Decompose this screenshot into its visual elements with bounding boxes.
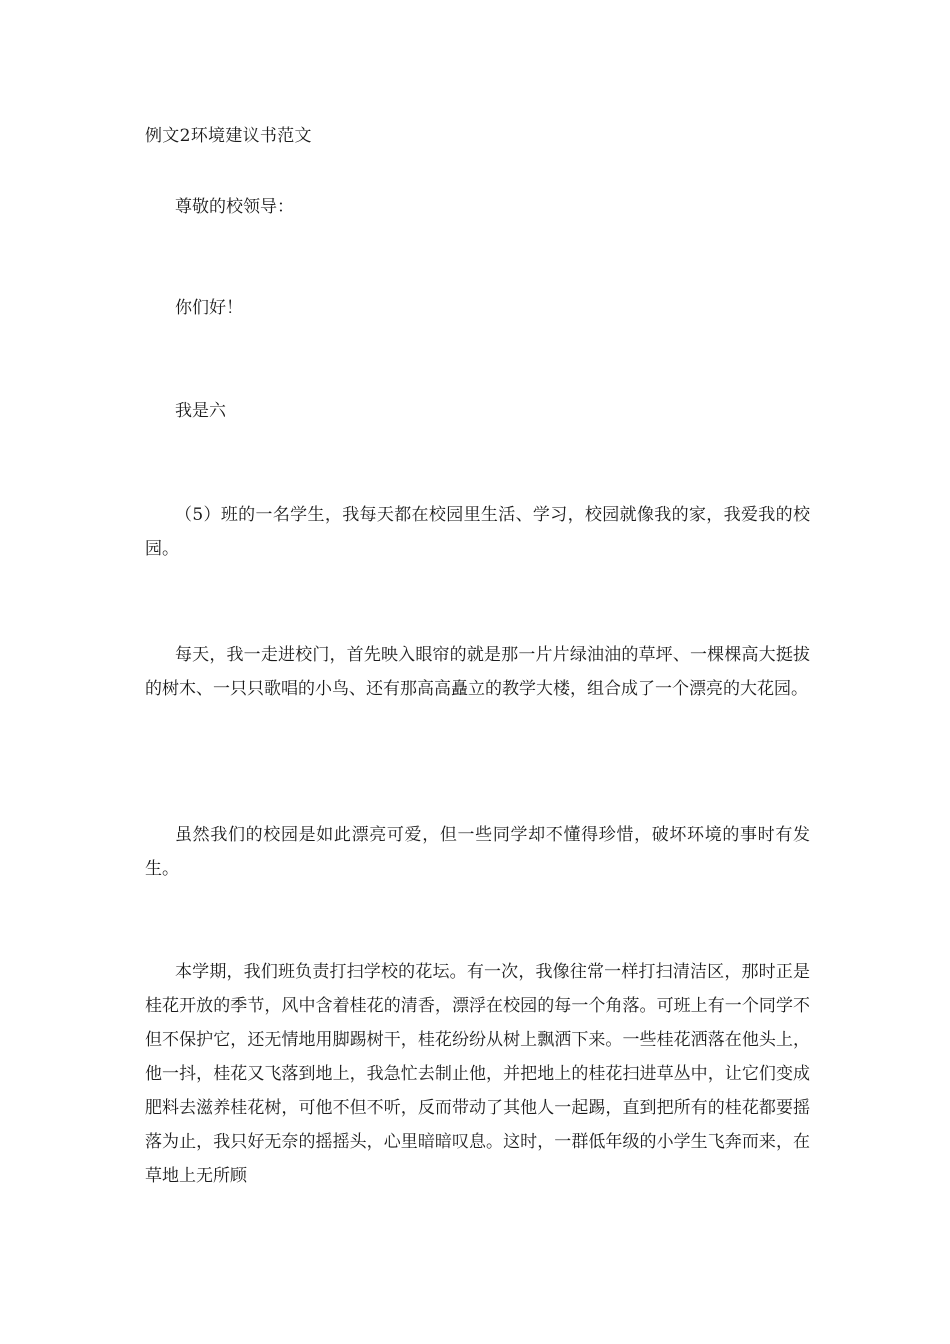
- everyday-paragraph: 每天，我一走进校门，首先映入眼帘的就是那一片片绿油油的草坪、一棵棵高大挺拔的树木、一只只歌唱的小鸟、还有那高高矗立的教学大楼，组合成了一个漂亮的大花园。: [145, 645, 810, 699]
- intro-paragraph: 我是六: [175, 401, 226, 421]
- greeting-paragraph: 你们好！: [175, 298, 243, 318]
- semester-paragraph: 本学期，我们班负责打扫学校的花坛。有一次，我像往常一样打扫清洁区，那时正是桂花开放的季节，风中含着桂花的清香，漂浮在校园的每一个角落。可班上有一个同学不但不保护它，还无情地用脚踢树干，桂花纷纷从树上飘洒下来。一些桂花洒落在他头上，他一抖，桂花又飞落到地上，我急忙去制止他，并把地上的桂花扫进草丛中，让它们变成肥料去滋养桂花树，可他不但不听，反而带动了其他人一起踢，直到把所有的桂花都要摇落为止，我只好无奈的摇摇头，心里暗暗叹息。这时，一群低年级的小学生飞奔而来，在草地上无所顾: [145, 962, 810, 1186]
- although-paragraph: 虽然我们的校园是如此漂亮可爱，但一些同学却不懂得珍惜，破坏环境的事时有发生。: [145, 825, 810, 879]
- salutation-paragraph: 尊敬的校领导：: [175, 197, 294, 217]
- document-title: 例文2环境建议书范文: [145, 126, 312, 146]
- class-paragraph: （5）班的一名学生，我每天都在校园里生活、学习，校园就像我的家，我爱我的校园。: [145, 505, 810, 559]
